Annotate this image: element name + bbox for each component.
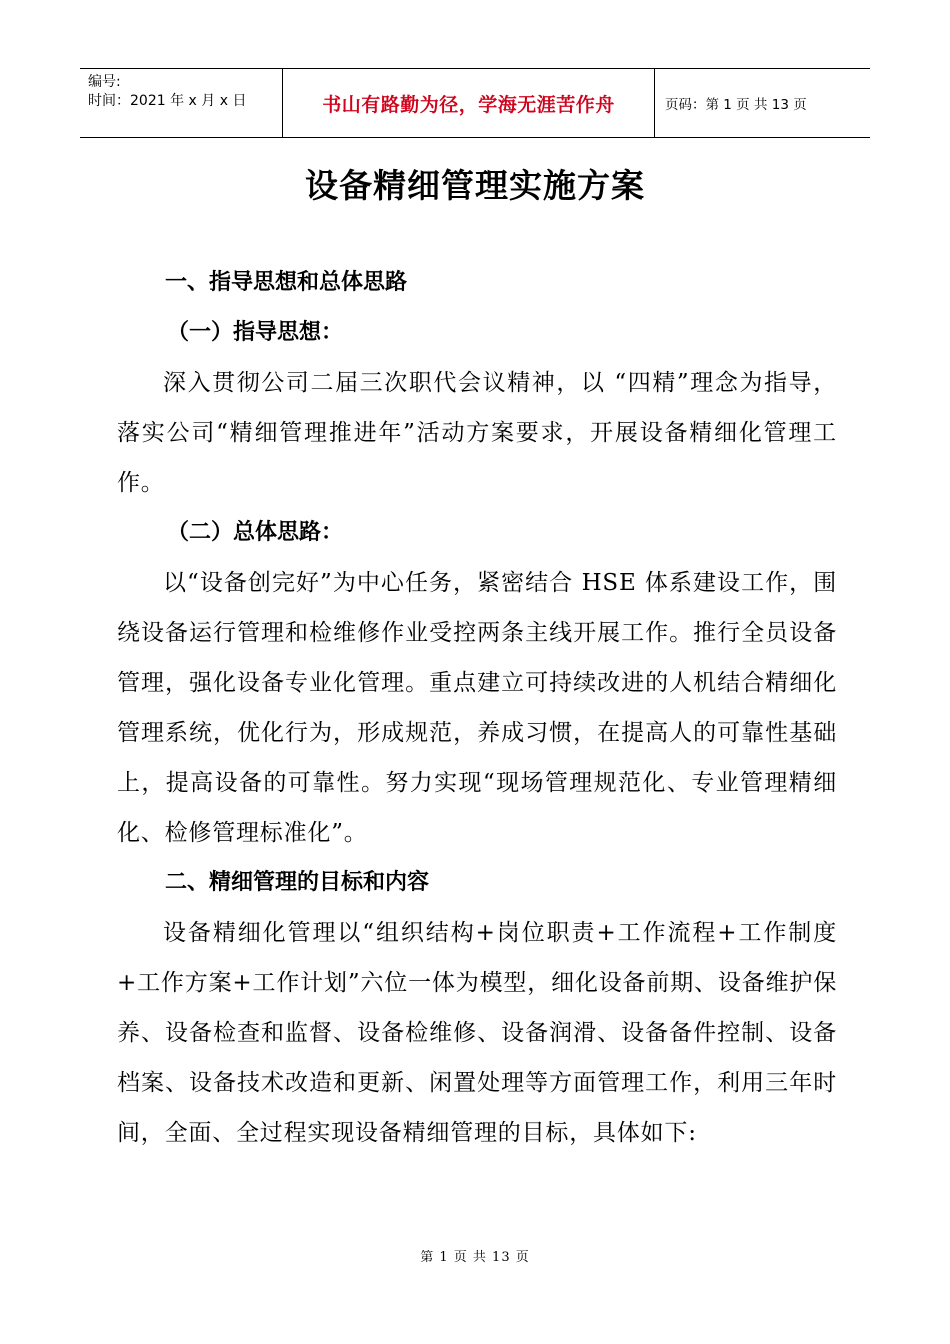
paragraph-guiding-ideology: 深入贯彻公司二届三次职代会议精神，以 “四精”理念为指导，落实公司“精细管理推进年”活动方案要求，开展设备精细化管理工作。	[117, 370, 837, 496]
document-number-label: 编号:	[88, 74, 121, 90]
subsection-heading-overall-approach: （二）总体思路：	[167, 520, 344, 545]
subsection-heading-guiding-ideology: （一）指导思想：	[167, 320, 344, 345]
document-title: 设备精细管理实施方案	[305, 166, 645, 205]
section-heading-2: 二、精细管理的目标和内容	[165, 870, 430, 895]
header-meta-cell	[80, 69, 283, 137]
paragraph-goals-content: 设备精细化管理以“组织结构+岗位职责+工作流程+工作制度+工作方案+工作计划”六位一体为模型，细化设备前期、设备维护保养、设备检查和监督、设备检维修、设备润滑、设备备件控制、设备档案、设备技术改造和更新、闲置处理等方面管理工作，利用三年时间，全面、全过程实现设备精细管理的目标，具体如下:	[117, 920, 837, 1146]
header-table	[80, 68, 870, 138]
document-date: 时间：2021 年 x 月 x 日	[88, 93, 247, 109]
paragraph-overall-approach: 以“设备创完好”为中心任务，紧密结合 HSE 体系建设工作，围绕设备运行管理和检维修作业受控两条主线开展工作。推行全员设备管理，强化设备专业化管理。重点建立可持续改进的人机结合精细化管理系统，优化行为，形成规范，养成习惯，在提高人的可靠性基础上，提高设备的可靠性。努力实现“现场管理规范化、专业管理精细化、检修管理标准化”。	[117, 570, 837, 846]
header-page-info: 页码：第 1 页 共 13 页	[665, 97, 807, 113]
document-body	[117, 258, 837, 1158]
section-heading-1: 一、指导思想和总体思路	[165, 270, 408, 295]
page-footer: 第 1 页 共 13 页	[420, 1250, 530, 1265]
header-motto: 书山有路勤为径，学海无涯苦作舟	[283, 69, 655, 137]
